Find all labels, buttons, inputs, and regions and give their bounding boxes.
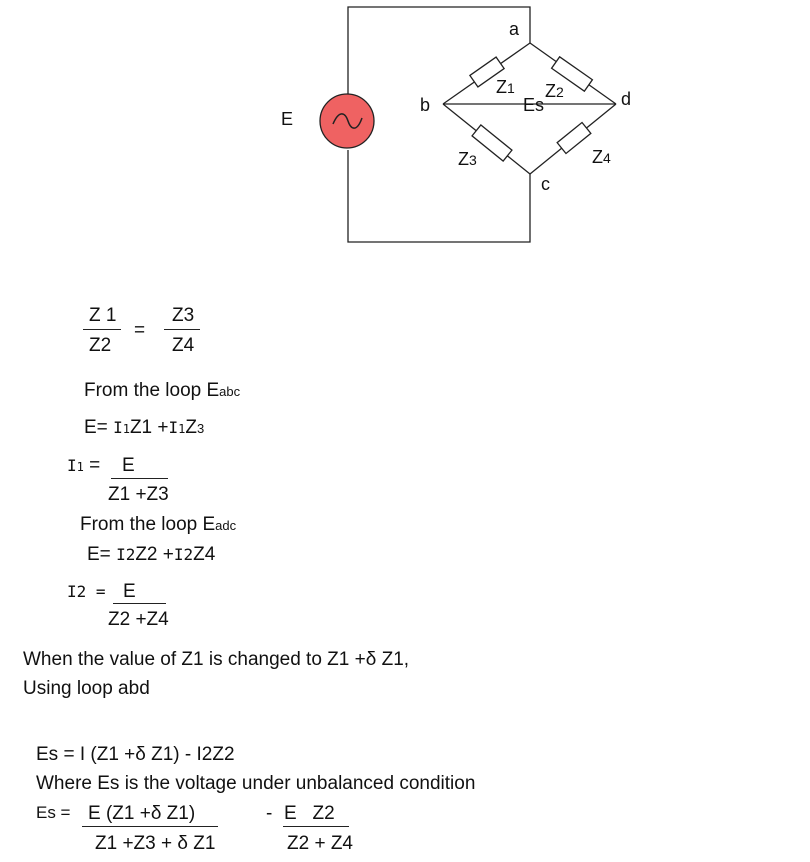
- change-line-1: When the value of Z1 is changed to Z1 +δ Z1,: [23, 649, 410, 670]
- balance-bar1: [83, 329, 121, 330]
- ac-source: [320, 94, 374, 148]
- es-num1: E (Z1 +δ Z1): [88, 803, 196, 824]
- es-fraction-bar1: [82, 826, 218, 827]
- es-fraction-bar2: [283, 826, 349, 827]
- loop-adc-heading: From the loop Eadc: [80, 514, 237, 535]
- change-line-2: Using loop abd: [23, 678, 150, 699]
- source-wire-bottom: [348, 150, 530, 242]
- z4-label: Z4: [592, 147, 611, 167]
- i1-numerator: E: [122, 455, 135, 476]
- i2-numerator: E: [123, 581, 136, 602]
- node-b-label: b: [420, 95, 431, 115]
- es-note: Where Es is the voltage under unbalanced condition: [36, 773, 476, 794]
- bridge-circuit: [0, 0, 810, 262]
- i1-denominator: Z1 +Z3: [108, 484, 169, 505]
- i1-lhs: I1 =: [67, 455, 101, 476]
- z1-label: Z1: [496, 77, 515, 97]
- loop-abc-equation: E= I1Z1 +I1Z3: [84, 417, 205, 438]
- loop-abc-heading: From the loop Eabc: [84, 380, 241, 401]
- es-num2: E Z2: [284, 803, 335, 824]
- es-label: Es: [523, 95, 545, 115]
- i2-denominator: Z2 +Z4: [108, 609, 169, 630]
- i2-lhs: I2 =: [67, 582, 106, 601]
- i2-fraction-bar: [113, 603, 166, 604]
- balance-num2: Z3: [172, 305, 195, 326]
- resistor-z3: [472, 125, 512, 161]
- es-den1: Z1 +Z3 + δ Z1: [95, 833, 216, 854]
- resistor-z4: [557, 122, 591, 153]
- node-a-label: a: [509, 19, 520, 39]
- balance-den2: Z4: [172, 335, 195, 356]
- i1-fraction-bar: [111, 478, 168, 479]
- z3-label: Z3: [458, 149, 477, 169]
- balance-den1: Z2: [89, 335, 112, 356]
- es-equation: Es = I (Z1 +δ Z1) - I2Z2: [36, 744, 235, 765]
- balance-bar2: [164, 329, 200, 330]
- node-d-label: d: [621, 89, 632, 109]
- balance-num1: Z 1: [89, 305, 117, 326]
- loop-adc-equation: E= I2Z2 +I2Z4: [87, 544, 216, 565]
- es-den2: Z2 + Z4: [287, 833, 353, 854]
- node-c-label: c: [541, 174, 550, 194]
- es-lhs: Es =: [36, 803, 71, 822]
- z2-label: Z2: [545, 81, 564, 101]
- es-minus: -: [266, 803, 273, 824]
- balance-equals: =: [134, 320, 146, 341]
- source-label: E: [281, 109, 294, 129]
